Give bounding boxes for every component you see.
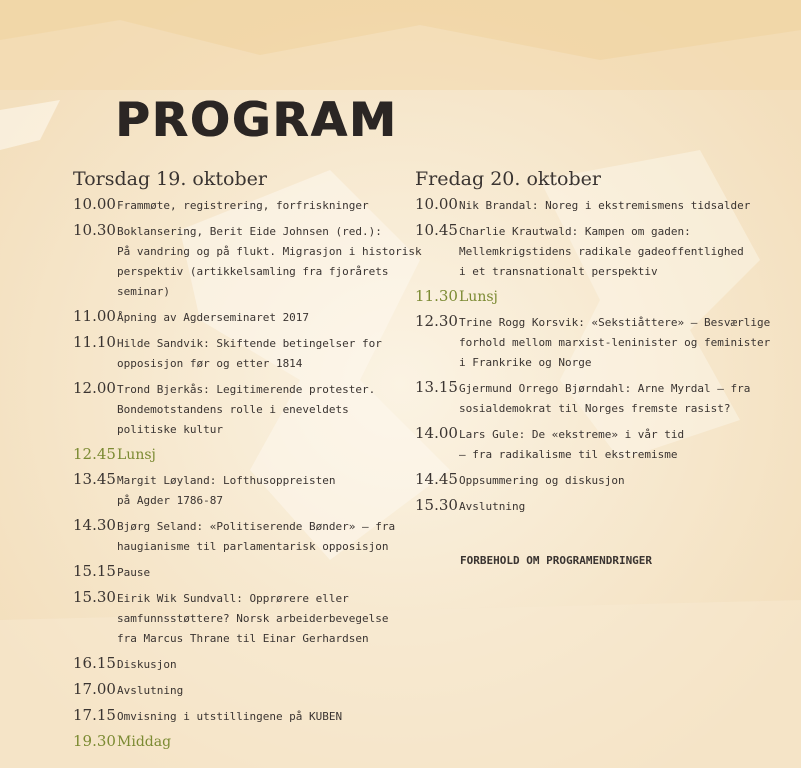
schedule-time: 11.00 xyxy=(73,307,116,325)
schedule-time: 16.15 xyxy=(73,654,116,672)
schedule-item xyxy=(73,561,393,583)
friday-column xyxy=(415,165,785,521)
friday-day-heading: Fredag 20. oktober xyxy=(415,168,601,190)
schedule-description-line: Mellemkrigstidens radikale gadeoffentlighed xyxy=(459,245,744,258)
schedule-time: 10.30 xyxy=(73,221,116,239)
schedule-time: 14.00 xyxy=(415,424,458,442)
schedule-description-line: forhold mellom marxist-leninister og feminister xyxy=(459,336,771,349)
schedule-description xyxy=(117,707,342,727)
schedule-time: 14.45 xyxy=(415,470,458,488)
schedule-description-line: Middag xyxy=(117,734,172,750)
schedule-description xyxy=(117,308,309,328)
schedule-description-line: Oppsummering og diskusjon xyxy=(459,474,625,487)
schedule-description-line: Margit Løyland: Lofthusoppreisten xyxy=(117,474,336,487)
schedule-description-line: Bjørg Seland: «Politiserende Bønder» – fra xyxy=(117,520,396,533)
schedule-description xyxy=(459,287,498,307)
schedule-item xyxy=(73,306,393,328)
schedule-description-line: samfunnsstøttere? Norsk arbeiderbevegelse xyxy=(117,612,389,625)
schedule-description xyxy=(459,196,750,216)
schedule-time: 17.00 xyxy=(73,680,116,698)
schedule-time: 12.00 xyxy=(73,379,116,397)
schedule-item xyxy=(415,423,785,465)
schedule-time: 13.45 xyxy=(73,470,116,488)
schedule-description-line: på Agder 1786-87 xyxy=(117,494,223,507)
schedule-description-line: Pause xyxy=(117,566,151,579)
schedule-description-line: i et transnationalt perspektiv xyxy=(459,265,658,278)
schedule-time: 10.00 xyxy=(415,195,458,213)
schedule-item xyxy=(415,220,785,282)
schedule-item xyxy=(73,705,393,727)
schedule-item xyxy=(73,444,393,465)
schedule-time: 10.00 xyxy=(73,195,116,213)
schedule-item xyxy=(73,515,396,557)
schedule-item xyxy=(73,587,393,649)
schedule-item xyxy=(415,311,785,373)
schedule-description-line: Lars Gule: De «ekstreme» i vår tid xyxy=(459,428,685,441)
schedule-description-line: Avslutning xyxy=(117,684,184,697)
schedule-description-line: Trine Rogg Korsvik: «Sekstiåttere» – Besværlige xyxy=(459,316,771,329)
schedule-description xyxy=(459,497,525,517)
schedule-description xyxy=(117,471,336,511)
schedule-item xyxy=(73,679,393,701)
schedule-description xyxy=(117,196,369,216)
schedule-description-line: Lunsj xyxy=(117,447,156,463)
schedule-description xyxy=(117,517,395,557)
schedule-description xyxy=(117,655,177,675)
schedule-time: 10.45 xyxy=(415,221,458,239)
schedule-time: 13.15 xyxy=(415,378,458,396)
schedule-item xyxy=(415,469,785,491)
schedule-item xyxy=(73,220,422,302)
schedule-description xyxy=(117,732,171,752)
schedule-description-line: Eirik Wik Sundvall: Opprørere eller xyxy=(117,592,349,605)
schedule-description-line: Gjermund Orrego Bjørndahl: Arne Myrdal – fra xyxy=(459,382,751,395)
schedule-description-line: Hilde Sandvik: Skiftende betingelser for xyxy=(117,337,382,350)
schedule-description-line: Bondemotstandens rolle i eneveldets xyxy=(117,403,349,416)
thursday-events xyxy=(73,194,422,752)
schedule-description-line: opposisjon før og etter 1814 xyxy=(117,357,303,370)
schedule-item xyxy=(415,286,785,307)
schedule-description-line: Diskusjon xyxy=(117,658,177,671)
schedule-item xyxy=(73,378,393,440)
schedule-description-line: Frammøte, registrering, forfriskninger xyxy=(117,199,369,212)
schedule-time: 15.30 xyxy=(73,588,116,606)
schedule-description-line: Åpning av Agderseminaret 2017 xyxy=(117,311,310,324)
schedule-time: 12.30 xyxy=(415,312,458,330)
schedule-time: 11.30 xyxy=(415,287,458,305)
schedule-description-line: haugianisme til parlamentarisk opposisjon xyxy=(117,540,389,553)
schedule-description-line: fra Marcus Thrane til Einar Gerhardsen xyxy=(117,632,369,645)
schedule-item xyxy=(415,377,785,419)
schedule-description xyxy=(459,313,770,373)
schedule-time: 19.30 xyxy=(73,732,116,750)
schedule-description-line: Boklansering, Berit Eide Johnsen (red.): xyxy=(117,225,382,238)
friday-events xyxy=(415,194,785,517)
schedule-description-line: i Frankrike og Norge xyxy=(459,356,592,369)
schedule-item xyxy=(415,194,785,216)
schedule-description xyxy=(459,222,744,282)
schedule-description xyxy=(117,681,183,701)
schedule-description-line: seminar) xyxy=(117,285,170,298)
schedule-description-line: politiske kultur xyxy=(117,423,223,436)
schedule-description-line: Trond Bjerkås: Legitimerende protester. xyxy=(117,383,376,396)
schedule-description xyxy=(459,425,684,465)
schedule-description xyxy=(117,445,156,465)
schedule-item xyxy=(415,495,785,517)
schedule-description xyxy=(117,563,150,583)
program-disclaimer: FORBEHOLD OM PROGRAMENDRINGER xyxy=(460,554,653,567)
schedule-description-line: På vandring og på flukt. Migrasjon i historisk xyxy=(117,245,422,258)
schedule-item xyxy=(73,653,393,675)
schedule-time: 11.10 xyxy=(73,333,116,351)
schedule-description xyxy=(117,589,389,649)
schedule-description xyxy=(459,379,750,419)
schedule-description-line: perspektiv (artikkelsamling fra fjorårets xyxy=(117,265,389,278)
thursday-column xyxy=(73,165,422,756)
schedule-description-line: Avslutning xyxy=(459,500,526,513)
schedule-item xyxy=(73,731,393,752)
schedule-description xyxy=(117,222,422,302)
schedule-description-line: Nik Brandal: Noreg i ekstremismens tidsalder xyxy=(459,199,751,212)
schedule-description xyxy=(117,380,375,440)
schedule-description-line: Omvisning i utstillingene på KUBEN xyxy=(117,710,343,723)
program-heading: PROGRAM xyxy=(115,93,398,148)
schedule-description-line: – fra radikalisme til ekstremisme xyxy=(459,448,678,461)
schedule-item xyxy=(73,469,393,511)
schedule-description xyxy=(459,471,625,491)
schedule-description-line: Lunsj xyxy=(459,289,498,305)
schedule-description-line: sosialdemokrat til Norges fremste rasist? xyxy=(459,402,731,415)
schedule-item xyxy=(73,194,393,216)
schedule-description xyxy=(117,334,382,374)
schedule-time: 15.15 xyxy=(73,562,116,580)
schedule-description-line: Charlie Krautwald: Kampen om gaden: xyxy=(459,225,691,238)
schedule-item xyxy=(73,332,393,374)
thursday-day-heading: Torsdag 19. oktober xyxy=(73,168,267,190)
schedule-time: 14.30 xyxy=(73,516,116,534)
schedule-time: 17.15 xyxy=(73,706,116,724)
schedule-time: 15.30 xyxy=(415,496,458,514)
schedule-time: 12.45 xyxy=(73,445,116,463)
